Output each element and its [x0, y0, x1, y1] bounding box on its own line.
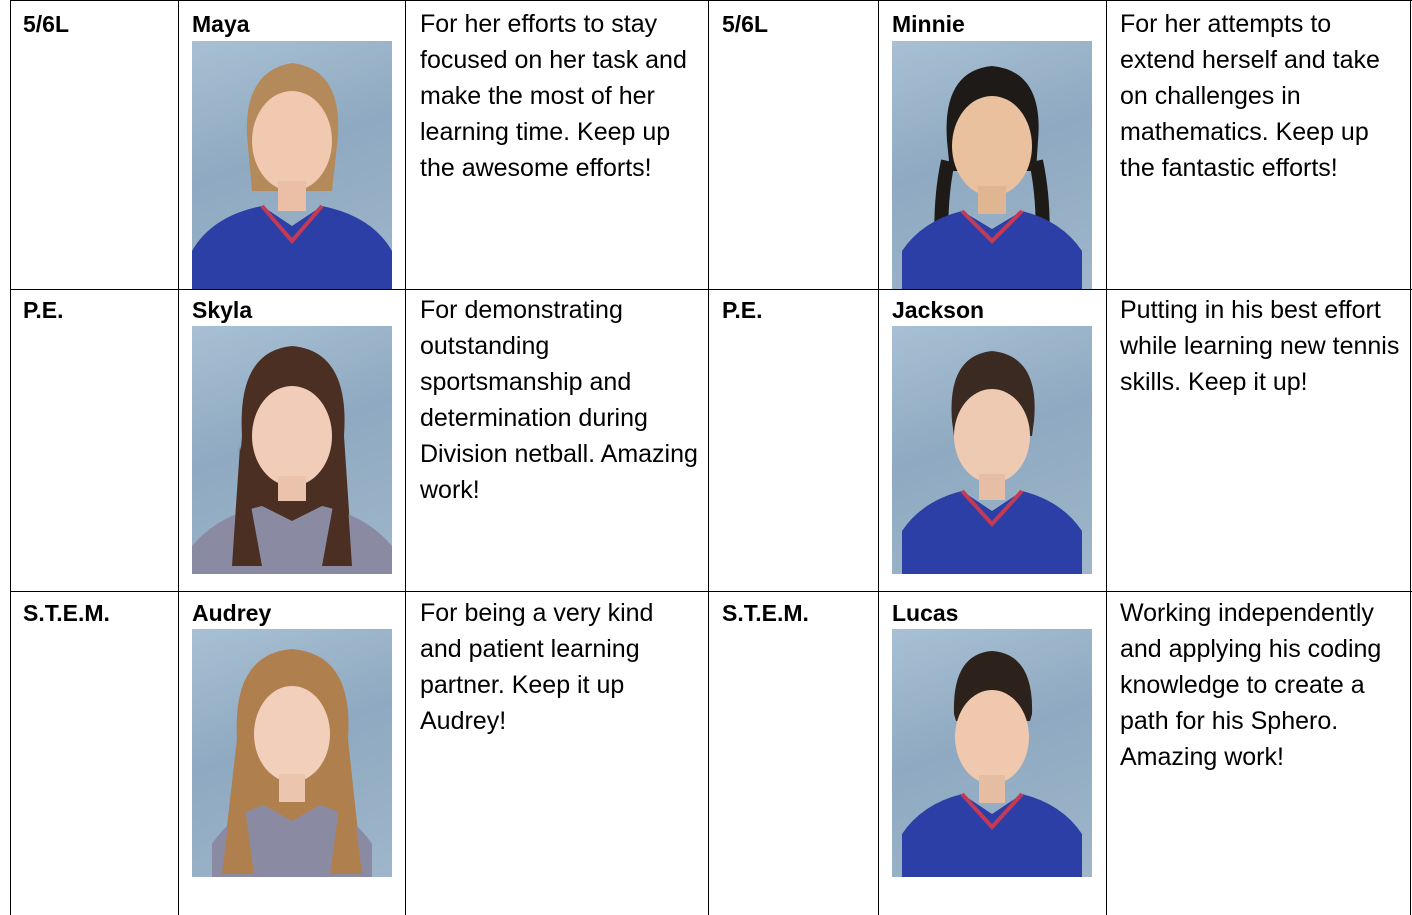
student-photo: [892, 41, 1092, 289]
class-label: P.E.: [722, 297, 763, 323]
student-name: Lucas: [892, 600, 959, 626]
student-name: Maya: [192, 11, 250, 37]
class-label: 5/6L: [23, 11, 70, 37]
table-border: [10, 289, 1412, 290]
student-photo: [192, 629, 392, 877]
table-border: [878, 0, 879, 915]
student-photo: [192, 326, 392, 574]
class-label: P.E.: [23, 297, 64, 323]
student-name: Skyla: [192, 297, 253, 323]
student-name: Jackson: [892, 297, 985, 323]
student-name: Audrey: [192, 600, 272, 626]
awards-table: [10, 0, 1412, 915]
student-photo: [892, 629, 1092, 877]
table-border: [1106, 0, 1107, 915]
table-border: [10, 0, 1412, 1]
table-border: [405, 0, 406, 915]
class-label: S.T.E.M.: [23, 600, 110, 626]
award-citation: For her efforts to stay focused on her task and make the most of her learning time. Keep up the awesome efforts!: [420, 10, 687, 182]
student-photo: [892, 326, 1092, 574]
table-border: [708, 0, 709, 915]
table-border: [1410, 0, 1411, 915]
award-citation: For her attempts to extend herself and take on challenges in mathematics. Keep up the fantastic efforts!: [1120, 10, 1380, 182]
class-label: S.T.E.M.: [722, 600, 809, 626]
student-name: Minnie: [892, 11, 965, 37]
student-photo: [192, 41, 392, 289]
award-citation: For being a very kind and patient learning partner. Keep it up Audrey!: [420, 599, 654, 735]
award-citation: For demonstrating outstanding sportsmanship and determination during Division netball. Amazing work!: [420, 296, 698, 504]
table-border: [10, 0, 11, 915]
class-label: 5/6L: [722, 11, 769, 37]
award-citation: Working independently and applying his coding knowledge to create a path for his Sphero. Amazing work!: [1120, 599, 1382, 771]
table-border: [178, 0, 179, 915]
award-citation: Putting in his best effort while learning new tennis skills. Keep it up!: [1120, 296, 1400, 396]
table-border: [10, 591, 1412, 592]
